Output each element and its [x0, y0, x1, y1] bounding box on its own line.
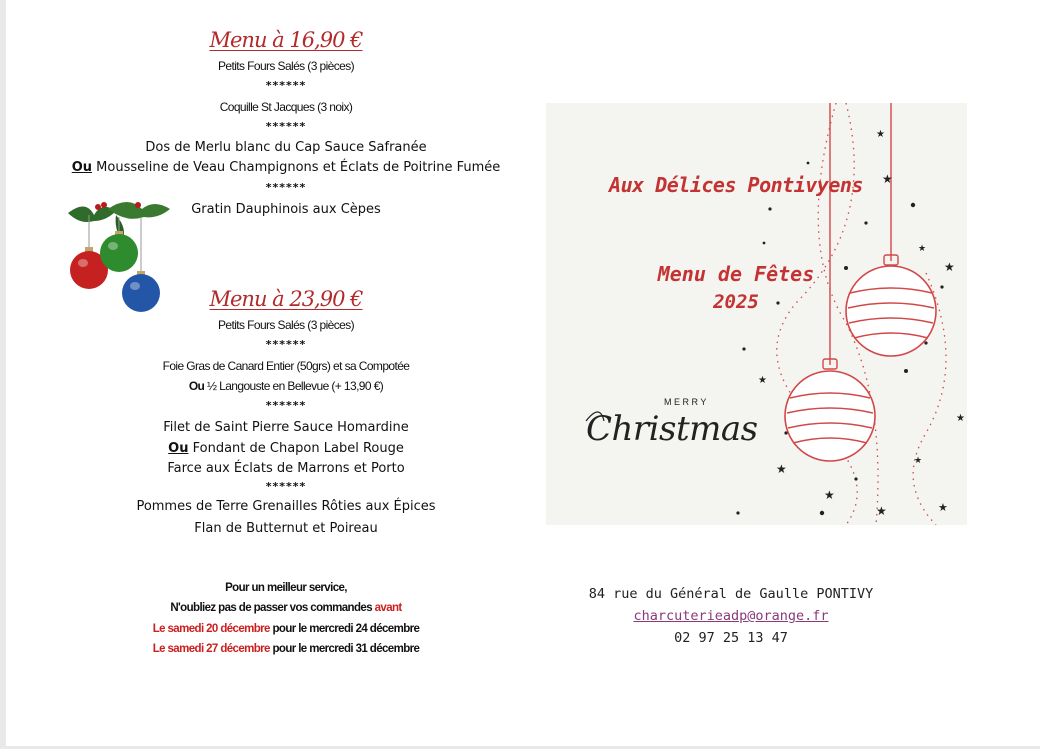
svg-text:★: ★: [944, 260, 955, 274]
merry-text: MERRY: [664, 397, 709, 407]
christmas-bauble-icon: [785, 359, 875, 461]
menu-page: [6, 0, 1040, 746]
footer-line2: [6, 602, 566, 614]
menu2-item5: Flan de Butternut et Poireau: [194, 521, 378, 536]
menu1-item3-alt: Mousseline de Veau Champignons et Éclats de Poitrine Fumée: [96, 160, 501, 175]
shop-address: 84 rue du Général de Gaulle PONTIVY: [588, 586, 874, 602]
menu2-item2-alt: ½ Langouste en Bellevue (+ 13,90 €): [207, 379, 384, 393]
svg-text:★: ★: [882, 172, 893, 186]
svg-text:★: ★: [876, 504, 887, 518]
footer-line4: [6, 643, 566, 655]
menu2-item4: Pommes de Terre Grenailles Rôties aux Épices: [136, 499, 436, 514]
separator: ******: [265, 399, 307, 412]
separator: ******: [265, 181, 307, 194]
menu1-item3: Dos de Merlu blanc du Cap Sauce Safranée: [145, 140, 427, 155]
separator: ******: [265, 338, 307, 351]
footer-line2-highlight: avant: [374, 602, 402, 614]
menu2-item3-extra: Farce aux Éclats de Marrons et Porto: [167, 461, 405, 476]
footer-line3-date: Le samedi 20 décembre: [152, 623, 270, 635]
footer-line3: [6, 623, 566, 635]
menu2-item2-alt-line: [6, 379, 566, 393]
menu2-item3: Filet de Saint Pierre Sauce Homardine: [163, 420, 409, 435]
menu2-item2: Foie Gras de Canard Entier (50grs) et sa Compotée: [162, 359, 410, 373]
footer-line1: Pour un meilleur service,: [225, 582, 347, 594]
separator: ******: [265, 480, 307, 493]
menu2-item3-alt: Fondant de Chapon Label Rouge: [192, 441, 404, 456]
christmas-text: Christmas: [586, 409, 758, 449]
christmas-card-decoration: [546, 103, 967, 525]
menu2-item1: Petits Fours Salés (3 pièces): [218, 318, 354, 332]
menu-year: 2025: [713, 291, 759, 313]
or-label: Ou: [71, 160, 93, 175]
menu2-title: Menu à 23,90 €: [209, 287, 363, 311]
menu1-title: Menu à 16,90 €: [209, 28, 363, 52]
separator: ******: [265, 120, 307, 133]
or-label: Ou: [188, 379, 205, 393]
or-label: Ou: [168, 441, 189, 456]
footer-line4-date: Le samedi 27 décembre: [152, 643, 270, 655]
footer-line3-text: pour le mercredi 24 décembre: [272, 623, 420, 635]
svg-text:★: ★: [876, 129, 885, 140]
menu2-item3-alt-line: [6, 441, 566, 456]
menu-title: Menu de Fêtes: [657, 262, 815, 286]
svg-text:★: ★: [914, 456, 923, 466]
svg-text:★: ★: [938, 501, 948, 514]
menu1-item1: Petits Fours Salés (3 pièces): [218, 59, 354, 73]
christmas-bauble-icon: [846, 255, 936, 356]
shop-email-link[interactable]: charcuterieadp@orange.fr: [633, 608, 829, 624]
svg-text:★: ★: [824, 488, 835, 502]
shop-name: Aux Délices Pontivyens: [609, 173, 863, 197]
menu1-item3-alt-line: [6, 160, 566, 175]
footer-line4-text: pour le mercredi 31 décembre: [272, 643, 420, 655]
menu1-item2: Coquille St Jacques (3 noix): [219, 100, 353, 114]
christmas-card: [546, 103, 967, 525]
shop-phone: 02 97 25 13 47: [674, 630, 788, 646]
separator: ******: [265, 79, 307, 92]
svg-text:★: ★: [918, 244, 927, 254]
footer-line2-text: N'oubliez pas de passer vos commandes: [170, 602, 372, 614]
menu1-item4: Gratin Dauphinois aux Cèpes: [191, 202, 381, 217]
svg-text:★: ★: [956, 413, 965, 424]
svg-text:★: ★: [776, 462, 787, 476]
svg-text:★: ★: [758, 375, 767, 386]
